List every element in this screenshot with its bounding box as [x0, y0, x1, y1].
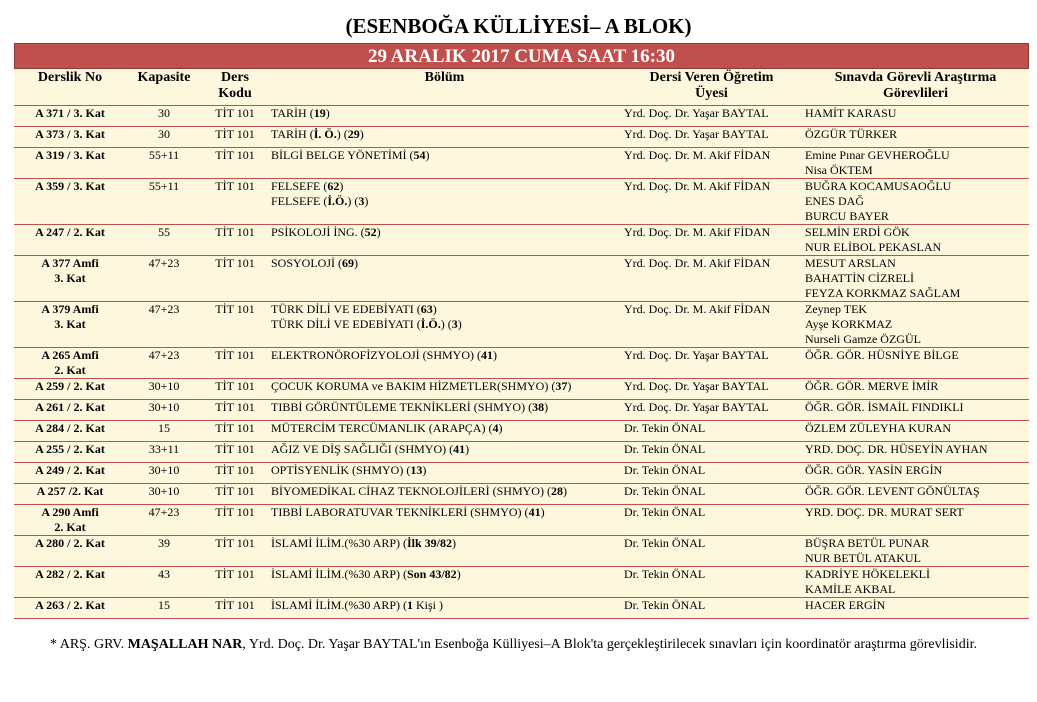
table-row	[14, 224, 1029, 255]
table-row	[14, 301, 1029, 347]
course-code-cell: TİT 101	[202, 147, 268, 178]
header-room: Derslik No	[37, 70, 103, 85]
capacity-cell: 39	[126, 535, 202, 566]
capacity-cell: 30+10	[126, 483, 202, 504]
room-cell: A 247 / 2. Kat	[14, 224, 126, 255]
room-cell: A 265 Amfi 2. Kat	[14, 347, 126, 378]
teacher-cell: Yrd. Doç. Dr. M. Akif FİDAN	[621, 255, 802, 301]
capacity-cell: 43	[126, 566, 202, 597]
coordinator-note: * ARŞ. GRV. MAŞALLAH NAR, Yrd. Doç. Dr. Yaşar BAYTAL'ın Esenboğa Külliyesi–A Blok'ta gerçekleştirilecek sınavları için koordinatör araştırma görevlisidir.	[50, 637, 977, 652]
staff-cell: ÖĞR. GÖR. LEVENT GÖNÜLTAŞ	[802, 483, 1029, 504]
course-code-cell: TİT 101	[202, 347, 268, 378]
room-cell: A 290 Amfi 2. Kat	[14, 504, 126, 535]
staff-cell: MESUT ARSLAN BAHATTİN CİZRELİ FEYZA KORKMAZ SAĞLAM	[802, 255, 1029, 301]
capacity-cell: 30+10	[126, 462, 202, 483]
table-row	[14, 178, 1029, 224]
capacity-cell: 30	[126, 105, 202, 126]
table-row	[14, 347, 1029, 378]
room-cell: A 359 / 3. Kat	[14, 178, 126, 224]
header-staff: Sınavda Görevli Araştırma Görevlileri	[834, 70, 997, 101]
room-cell: A 261 / 2. Kat	[14, 399, 126, 420]
course-code-cell: TİT 101	[202, 420, 268, 441]
course-code-cell: TİT 101	[202, 504, 268, 535]
teacher-cell: Dr. Tekin ÖNAL	[621, 504, 802, 535]
table-row	[14, 462, 1029, 483]
department-cell: İSLAMİ İLİM.(%30 ARP) (1 Kişi )	[268, 597, 621, 618]
header-dept: Bölüm	[424, 70, 465, 85]
staff-cell: YRD. DOÇ. DR. HÜSEYİN AYHAN	[802, 441, 1029, 462]
teacher-cell: Yrd. Doç. Dr. Yaşar BAYTAL	[621, 399, 802, 420]
page-title: (ESENBOĞA KÜLLİYESİ– A BLOK)	[345, 14, 692, 38]
room-cell: A 377 Amfi 3. Kat	[14, 255, 126, 301]
department-cell: TIBBİ LABORATUVAR TEKNİKLERİ (SHMYO) (41)	[268, 504, 621, 535]
course-code-cell: TİT 101	[202, 399, 268, 420]
room-cell: A 284 / 2. Kat	[14, 420, 126, 441]
schedule-sheet	[14, 43, 1029, 619]
department-cell: İSLAMİ İLİM.(%30 ARP) (Son 43/82)	[268, 566, 621, 597]
staff-cell: Zeynep TEK Ayşe KORKMAZ Nurseli Gamze ÖZGÜL	[802, 301, 1029, 347]
room-cell: A 379 Amfi 3. Kat	[14, 301, 126, 347]
table-header-row	[14, 69, 1029, 105]
staff-cell: KADRİYE HÖKELEKLİ KAMİLE AKBAL	[802, 566, 1029, 597]
course-code-cell: TİT 101	[202, 597, 268, 618]
teacher-cell: Dr. Tekin ÖNAL	[621, 535, 802, 566]
table-row	[14, 535, 1029, 566]
table-row	[14, 126, 1029, 147]
course-code-cell: TİT 101	[202, 483, 268, 504]
department-cell: BİYOMEDİKAL CİHAZ TEKNOLOJİLERİ (SHMYO) (28)	[268, 483, 621, 504]
staff-cell: ÖZGÜR TÜRKER	[802, 126, 1029, 147]
course-code-cell: TİT 101	[202, 535, 268, 566]
teacher-cell: Dr. Tekin ÖNAL	[621, 441, 802, 462]
teacher-cell: Yrd. Doç. Dr. Yaşar BAYTAL	[621, 347, 802, 378]
department-cell: ELEKTRONÖROFİZYOLOJİ (SHMYO) (41)	[268, 347, 621, 378]
capacity-cell: 30+10	[126, 399, 202, 420]
table-row	[14, 378, 1029, 399]
course-code-cell: TİT 101	[202, 378, 268, 399]
staff-cell: HAMİT KARASU	[802, 105, 1029, 126]
teacher-cell: Dr. Tekin ÖNAL	[621, 420, 802, 441]
capacity-cell: 47+23	[126, 255, 202, 301]
exam-table	[14, 69, 1029, 619]
table-row	[14, 147, 1029, 178]
room-cell: A 249 / 2. Kat	[14, 462, 126, 483]
capacity-cell: 15	[126, 597, 202, 618]
table-row	[14, 483, 1029, 504]
department-cell: İSLAMİ İLİM.(%30 ARP) (İlk 39/82)	[268, 535, 621, 566]
table-row	[14, 105, 1029, 126]
capacity-cell: 55	[126, 224, 202, 255]
staff-cell: ÖZLEM ZÜLEYHA KURAN	[802, 420, 1029, 441]
course-code-cell: TİT 101	[202, 105, 268, 126]
teacher-cell: Dr. Tekin ÖNAL	[621, 483, 802, 504]
department-cell: TÜRK DİLİ VE EDEBİYATI (63) TÜRK DİLİ VE EDEBİYATI (İ.Ö.) (3)	[268, 301, 621, 347]
capacity-cell: 55+11	[126, 178, 202, 224]
capacity-cell: 15	[126, 420, 202, 441]
department-cell: FELSEFE (62) FELSEFE (İ.Ö.) (3)	[268, 178, 621, 224]
table-row	[14, 441, 1029, 462]
staff-cell: BUĞRA KOCAMUSAOĞLU ENES DAĞ BURCU BAYER	[802, 178, 1029, 224]
room-cell: A 255 / 2. Kat	[14, 441, 126, 462]
date-banner: 29 ARALIK 2017 CUMA SAAT 16:30	[14, 43, 1029, 69]
staff-cell: ÖĞR. GÖR. HÜSNİYE BİLGE	[802, 347, 1029, 378]
room-cell: A 259 / 2. Kat	[14, 378, 126, 399]
capacity-cell: 33+11	[126, 441, 202, 462]
department-cell: MÜTERCİM TERCÜMANLIK (ARAPÇA) (4)	[268, 420, 621, 441]
teacher-cell: Yrd. Doç. Dr. Yaşar BAYTAL	[621, 378, 802, 399]
room-cell: A 319 / 3. Kat	[14, 147, 126, 178]
teacher-cell: Yrd. Doç. Dr. M. Akif FİDAN	[621, 147, 802, 178]
department-cell: SOSYOLOJİ (69)	[268, 255, 621, 301]
course-code-cell: TİT 101	[202, 255, 268, 301]
teacher-cell: Dr. Tekin ÖNAL	[621, 462, 802, 483]
capacity-cell: 47+23	[126, 347, 202, 378]
table-row	[14, 504, 1029, 535]
header-code: Ders Kodu	[218, 70, 252, 101]
course-code-cell: TİT 101	[202, 224, 268, 255]
course-code-cell: TİT 101	[202, 566, 268, 597]
staff-cell: SELMİN ERDİ GÖK NUR ELİBOL PEKASLAN	[802, 224, 1029, 255]
teacher-cell: Dr. Tekin ÖNAL	[621, 566, 802, 597]
room-cell: A 373 / 3. Kat	[14, 126, 126, 147]
header-teacher: Dersi Veren Öğretim Üyesi	[649, 70, 774, 101]
staff-cell: HACER ERGİN	[802, 597, 1029, 618]
department-cell: TIBBİ GÖRÜNTÜLEME TEKNİKLERİ (SHMYO) (38)	[268, 399, 621, 420]
staff-cell: ÖĞR. GÖR. İSMAİL FINDIKLI	[802, 399, 1029, 420]
staff-cell: YRD. DOÇ. DR. MURAT SERT	[802, 504, 1029, 535]
course-code-cell: TİT 101	[202, 126, 268, 147]
table-row	[14, 255, 1029, 301]
header-capacity: Kapasite	[137, 70, 191, 85]
teacher-cell: Yrd. Doç. Dr. Yaşar BAYTAL	[621, 105, 802, 126]
staff-cell: ÖĞR. GÖR. YASİN ERGİN	[802, 462, 1029, 483]
room-cell: A 282 / 2. Kat	[14, 566, 126, 597]
course-code-cell: TİT 101	[202, 441, 268, 462]
room-cell: A 371 / 3. Kat	[14, 105, 126, 126]
table-row	[14, 566, 1029, 597]
staff-cell: ÖĞR. GÖR. MERVE İMİR	[802, 378, 1029, 399]
room-cell: A 257 /2. Kat	[14, 483, 126, 504]
department-cell: PSİKOLOJİ İNG. (52)	[268, 224, 621, 255]
table-row	[14, 597, 1029, 618]
capacity-cell: 47+23	[126, 301, 202, 347]
staff-cell: BÜŞRA BETÜL PUNAR NUR BETÜL ATAKUL	[802, 535, 1029, 566]
teacher-cell: Yrd. Doç. Dr. M. Akif FİDAN	[621, 301, 802, 347]
department-cell: ÇOCUK KORUMA ve BAKIM HİZMETLER(SHMYO) (37)	[268, 378, 621, 399]
capacity-cell: 30	[126, 126, 202, 147]
department-cell: AĞIZ VE DİŞ SAĞLIĞI (SHMYO) (41)	[268, 441, 621, 462]
teacher-cell: Yrd. Doç. Dr. M. Akif FİDAN	[621, 178, 802, 224]
course-code-cell: TİT 101	[202, 301, 268, 347]
teacher-cell: Dr. Tekin ÖNAL	[621, 597, 802, 618]
table-row	[14, 399, 1029, 420]
teacher-cell: Yrd. Doç. Dr. Yaşar BAYTAL	[621, 126, 802, 147]
capacity-cell: 55+11	[126, 147, 202, 178]
table-row	[14, 420, 1029, 441]
room-cell: A 263 / 2. Kat	[14, 597, 126, 618]
capacity-cell: 47+23	[126, 504, 202, 535]
course-code-cell: TİT 101	[202, 178, 268, 224]
department-cell: BİLGİ BELGE YÖNETİMİ (54)	[268, 147, 621, 178]
room-cell: A 280 / 2. Kat	[14, 535, 126, 566]
department-cell: TARİH (İ. Ö.) (29)	[268, 126, 621, 147]
staff-cell: Emine Pınar GEVHEROĞLU Nisa ÖKTEM	[802, 147, 1029, 178]
department-cell: OPTİSYENLİK (SHMYO) (13)	[268, 462, 621, 483]
teacher-cell: Yrd. Doç. Dr. M. Akif FİDAN	[621, 224, 802, 255]
capacity-cell: 30+10	[126, 378, 202, 399]
course-code-cell: TİT 101	[202, 462, 268, 483]
department-cell: TARİH (19)	[268, 105, 621, 126]
